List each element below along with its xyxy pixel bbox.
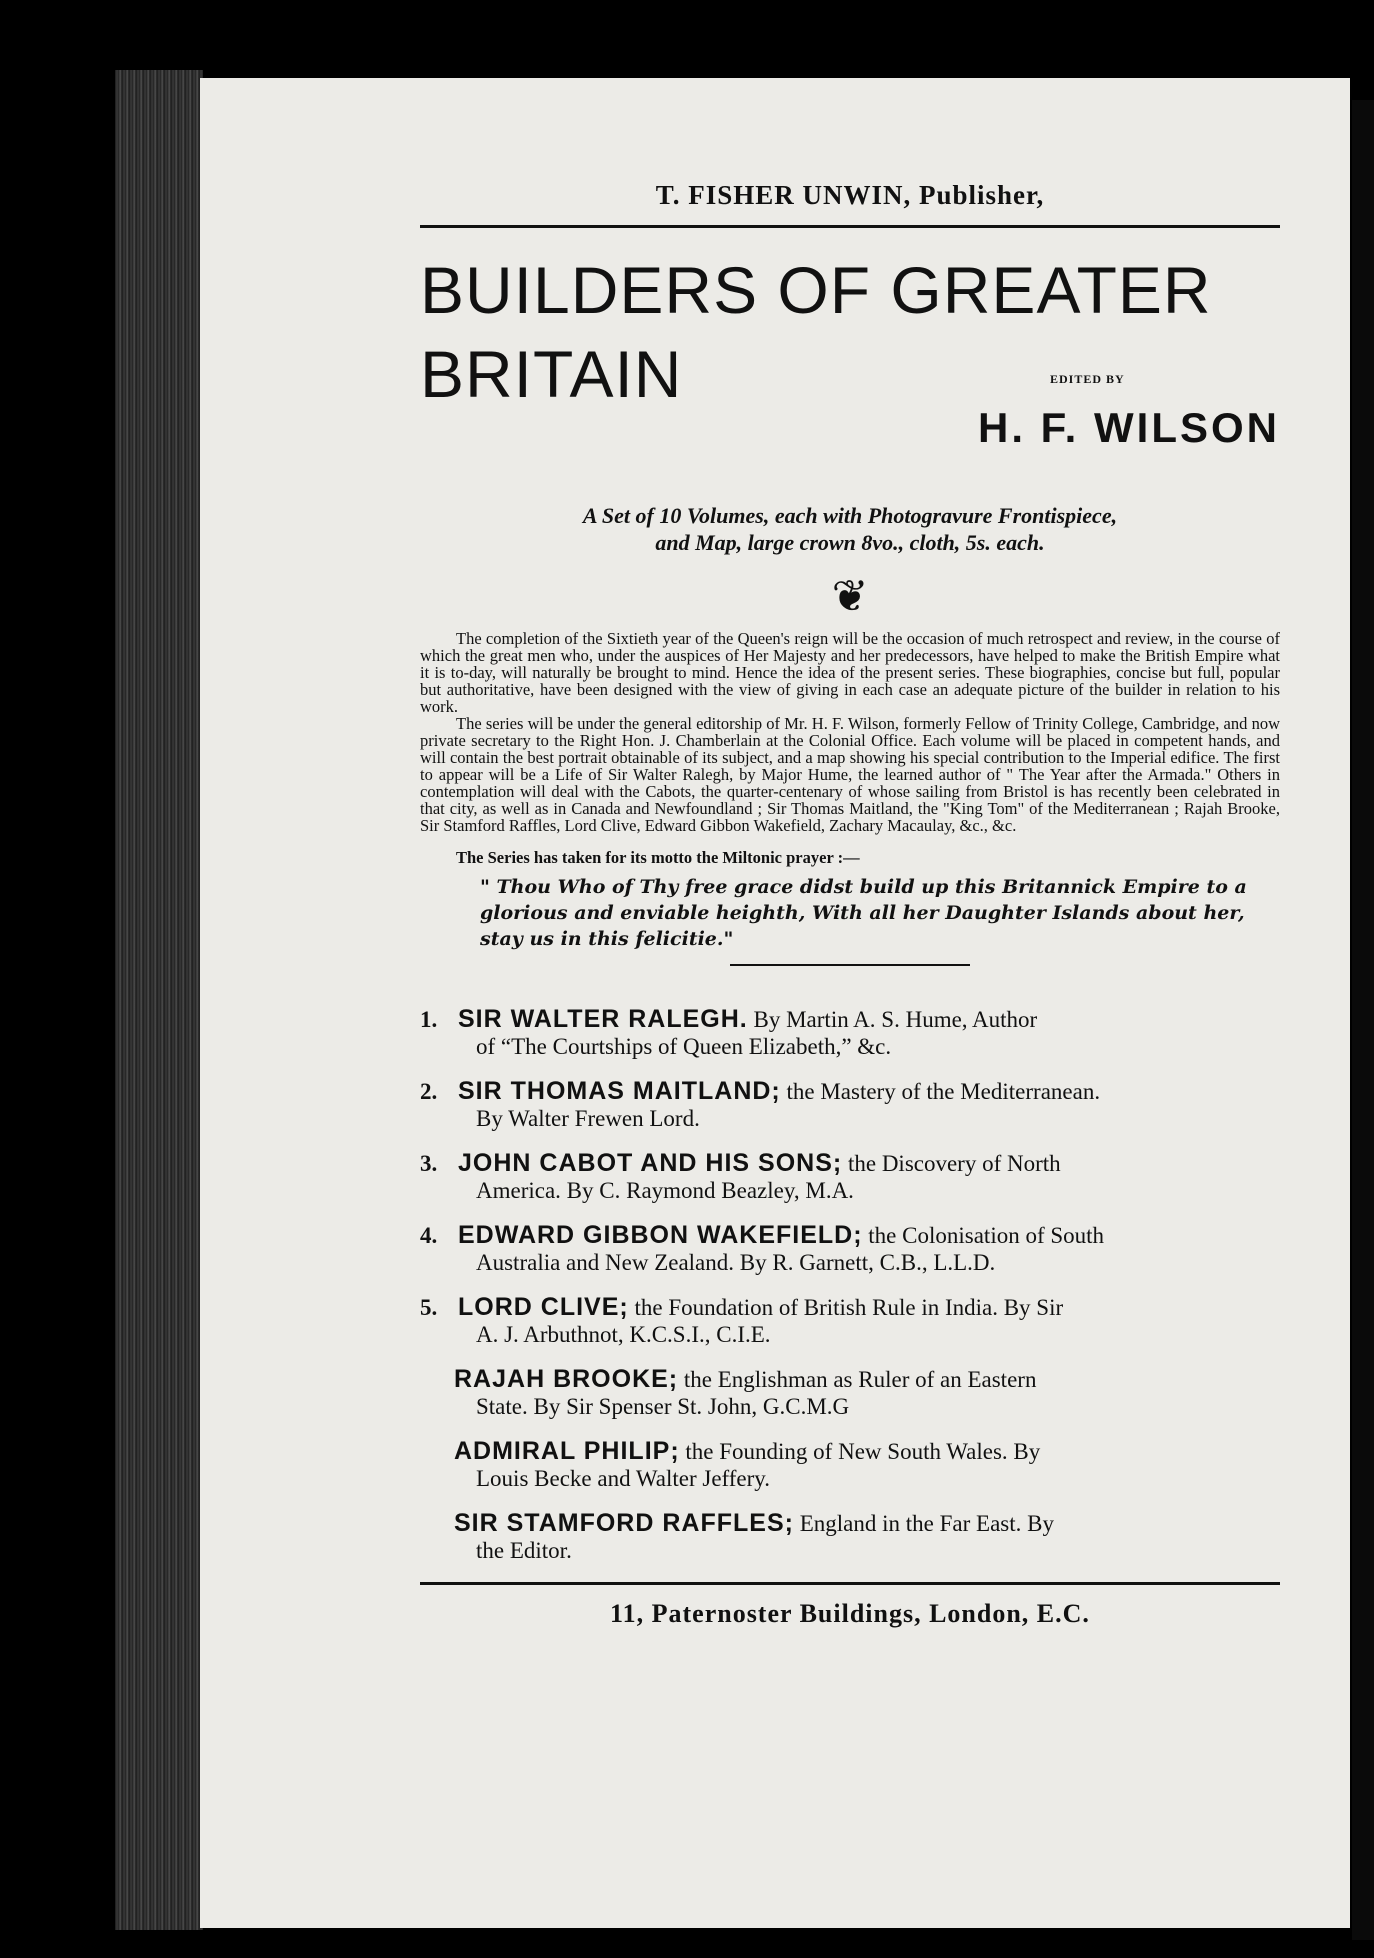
motto-quote: " Thou Who of Thy free grace didst build up this Britannick Empire to a glorious and enviable heighth, With all her Daughter Islands about her, stay us in this felicitie." bbox=[480, 876, 1247, 950]
editor-name: H. F. WILSON bbox=[978, 404, 1280, 451]
volume-description-cont: of “The Courtships of Queen Elizabeth,” &c. bbox=[476, 1034, 892, 1059]
publisher-header: T. FISHER UNWIN, Publisher, bbox=[655, 180, 1045, 210]
advertisement-page bbox=[420, 170, 1280, 1629]
volume-description: the Founding of New South Wales. By bbox=[679, 1439, 1041, 1464]
volume-number: 5. bbox=[420, 1295, 438, 1320]
volume-description: the Englishman as Ruler of an Eastern bbox=[678, 1367, 1037, 1392]
page-edge-shadow bbox=[1352, 100, 1374, 1940]
volume-title: SIR THOMAS MAITLAND; bbox=[458, 1077, 781, 1105]
intro-paragraph-1: The completion of the Sixtieth year of the Queen's reign will be the occasion of much retrospect and review, in the course of which the great men who, under the auspices of Her Majesty and her predecessors, have helped to make the British Empire what it is to-day, will naturally be brought to mind. Hence the idea of the present series. These biographies, concise but full, popular but authoritative, have been designed with the view of giving in each case an adequate picture of the builder in relation to his work. bbox=[420, 629, 1280, 716]
volume-item bbox=[420, 1006, 1280, 1060]
volume-description: the Colonisation of South bbox=[862, 1223, 1105, 1248]
volume-title: SIR STAMFORD RAFFLES; bbox=[454, 1509, 794, 1537]
volume-title: RAJAH BROOKE; bbox=[454, 1365, 679, 1393]
volume-item bbox=[420, 1366, 1280, 1420]
volume-description-cont: the Editor. bbox=[476, 1538, 572, 1563]
volume-description: the Foundation of British Rule in India. By Sir bbox=[628, 1295, 1064, 1320]
motto-intro: The Series has taken for its motto the Miltonic prayer :— bbox=[456, 848, 860, 867]
series-title-line1: BUILDERS OF GREATER bbox=[420, 253, 1212, 327]
volume-number: 3. bbox=[420, 1151, 438, 1176]
volume-item bbox=[420, 1150, 1280, 1204]
edited-by-label: EDITED BY bbox=[1050, 372, 1125, 386]
publisher-address: 11, Paternoster Buildings, London, E.C. bbox=[610, 1599, 1090, 1628]
volume-title: EDWARD GIBBON WAKEFIELD; bbox=[458, 1221, 863, 1249]
fleuron-ornament-icon: ❦ bbox=[831, 572, 869, 621]
volume-description-cont: Louis Becke and Walter Jeffery. bbox=[476, 1466, 771, 1491]
book-spine bbox=[115, 70, 203, 1930]
set-description-line1: A Set of 10 Volumes, each with Photogravure Frontispiece, bbox=[582, 503, 1118, 528]
volume-title: JOHN CABOT AND HIS SONS; bbox=[458, 1149, 843, 1177]
volume-description: the Mastery of the Mediterranean. bbox=[780, 1079, 1101, 1104]
volume-item bbox=[420, 1222, 1280, 1276]
set-description-line2: and Map, large crown 8vo., cloth, 5s. each. bbox=[655, 530, 1045, 555]
volume-number: 2. bbox=[420, 1079, 438, 1104]
volume-item bbox=[420, 1078, 1280, 1132]
volume-description: England in the Far East. By bbox=[793, 1511, 1054, 1536]
volume-description-cont: A. J. Arbuthnot, K.C.S.I., C.I.E. bbox=[476, 1322, 771, 1347]
volume-number: 4. bbox=[420, 1223, 438, 1248]
intro-paragraph-2: The series will be under the general editorship of Mr. H. F. Wilson, formerly Fellow of Trinity College, Cambridge, and now private secretary to the Right Hon. J. Chamberlain at the Colonial Office. Each volume will be placed in competent hands, and will contain the best portrait obtainable of its subject, and a map showing his special contribution to the Imperial edifice. The first to appear will be a Life of Sir Walter Ralegh, by Major Hume, the learned author of " The Year after the Armada." Others in contemplation will deal with the Cabots, the quarter-centenary of whose sailing from Bristol is has recently been celebrated in that city, as well as in Canada and Newfoundland ; Sir Thomas Maitland, the "King Tom" of the Mediterranean ; Rajah Brooke, Sir Stamford Raffles, Lord Clive, Edward Gibbon Wakefield, Zachary Macaulay, &c., &c. bbox=[420, 714, 1280, 835]
volume-list bbox=[420, 1006, 1280, 1564]
section-divider bbox=[730, 964, 970, 966]
volume-description-cont: By Walter Frewen Lord. bbox=[476, 1106, 700, 1131]
volume-description-cont: America. By C. Raymond Beazley, M.A. bbox=[476, 1178, 854, 1203]
volume-title: SIR WALTER RALEGH. bbox=[458, 1005, 748, 1033]
volume-item bbox=[420, 1438, 1280, 1492]
volume-item bbox=[420, 1510, 1280, 1564]
series-title-block bbox=[420, 254, 1280, 494]
volume-title: LORD CLIVE; bbox=[458, 1293, 629, 1321]
volume-item bbox=[420, 1294, 1280, 1348]
header-rule bbox=[420, 225, 1280, 228]
volume-description-cont: Australia and New Zealand. By R. Garnett, C.B., L.L.D. bbox=[476, 1250, 996, 1275]
volume-title: ADMIRAL PHILIP; bbox=[454, 1437, 680, 1465]
series-title-line2: BRITAIN bbox=[420, 337, 683, 411]
volume-number: 1. bbox=[420, 1007, 438, 1032]
volume-description: the Discovery of North bbox=[842, 1151, 1061, 1176]
volume-description: By Martin A. S. Hume, Author bbox=[747, 1007, 1038, 1032]
volume-description-cont: State. By Sir Spenser St. John, G.C.M.G bbox=[476, 1394, 850, 1419]
footer-rule bbox=[420, 1582, 1280, 1585]
set-description bbox=[420, 502, 1280, 556]
